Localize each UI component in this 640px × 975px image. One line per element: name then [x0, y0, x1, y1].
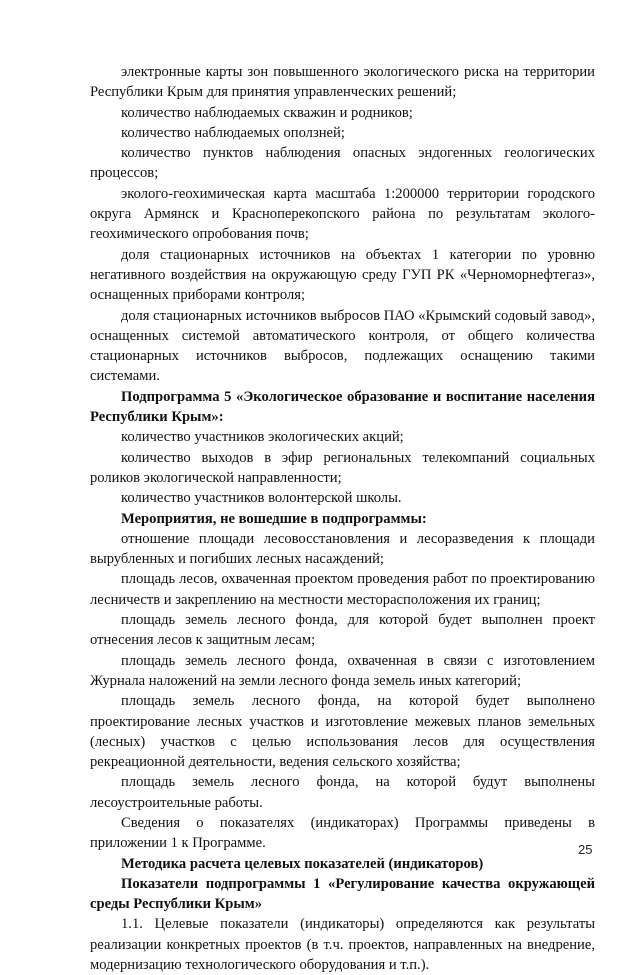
paragraph: Сведения о показателях (индикаторах) Программы приведены в приложении 1 к Программе. — [90, 814, 595, 852]
paragraph: количество наблюдаемых скважин и родников; — [121, 104, 413, 121]
section-heading: Показатели подпрограммы 1 «Регулирование качества окружающей среды Республики Крым» — [90, 875, 595, 913]
paragraph: площадь земель лесного фонда, на которой будут выполнены лесоустроительные работы. — [90, 774, 595, 811]
section-heading: Подпрограмма 5 «Экологическое образование и воспитание населения Республики Крым»: — [90, 388, 595, 426]
paragraph: 1.1. Целевые показатели (индикаторы) определяются как результаты реализации конкретных проектов (в т.ч. проектов, направленных на внедрение, модернизацию технологического оборудования и т.п.). — [90, 916, 595, 974]
paragraph: эколого-геохимическая карта масштаба 1:200000 территории городского округа Армянск и Красноперекопского района по результатам эколого-геохимического опробования почв; — [90, 185, 595, 243]
page-number: 25 — [578, 842, 593, 857]
paragraph: количество участников экологических акций; — [121, 429, 404, 446]
paragraph: количество участников волонтерской школы. — [121, 490, 402, 507]
paragraph: площадь земель лесного фонда, на которой будет выполнено проектирование лесных участков и изготовление межевых планов земельных (лесных) участков с целью использования лесов для осуществления рекреационной деятельности, ведения сельского хозяйства; — [90, 693, 595, 771]
paragraph: доля стационарных источников выбросов ПАО «Крымский содовый завод», оснащенных системой автоматического контроля, от общего количества стационарных источников выбросов, подлежащих оснащению такими системами. — [90, 307, 595, 385]
paragraph: площадь земель лесного фонда, для которой будет выполнен проект отнесения лесов к защитным лесам; — [90, 612, 595, 649]
section-heading: Мероприятия, не вошедшие в подпрограммы: — [121, 510, 427, 527]
paragraph: доля стационарных источников на объектах 1 категории по уровню негативного воздействия на окружающую среду ГУП РК «Черноморнефтегаз», оснащенных приборами контроля; — [90, 246, 595, 304]
paragraph: площадь лесов, охваченная проектом проведения работ по проектированию лесничеств и закреплению на местности месторасположения их границ; — [90, 571, 595, 608]
paragraph: площадь земель лесного фонда, охваченная в связи с изготовлением Журнала наложений на земли лесного фонда земель иных категорий; — [90, 652, 595, 689]
paragraph: количество пунктов наблюдения опасных эндогенных геологических процессов; — [90, 145, 595, 182]
paragraph: электронные карты зон повышенного экологического риска на территории Республики Крым для принятия управленческих решений; — [90, 64, 595, 101]
page-body — [90, 62, 595, 975]
section-heading: Методика расчета целевых показателей (индикаторов) — [121, 855, 484, 872]
paragraph: отношение площади лесовосстановления и лесоразведения к площади вырубленных и погибших лесных насаждений; — [90, 530, 595, 568]
paragraph: количество выходов в эфир региональных телекомпаний социальных роликов экологической направленности; — [90, 449, 595, 486]
paragraph: количество наблюдаемых оползней; — [121, 124, 345, 141]
